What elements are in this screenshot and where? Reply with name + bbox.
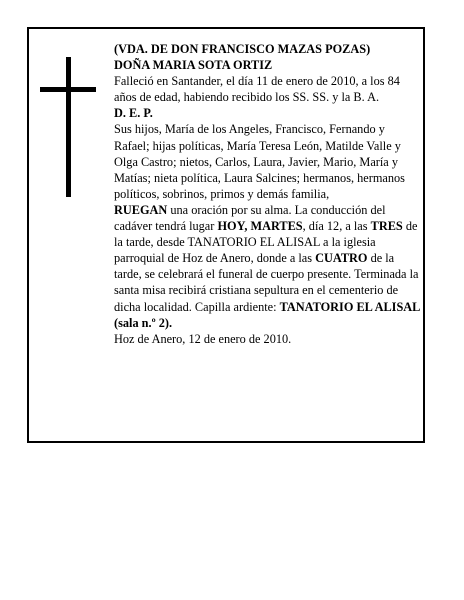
obituary-notice (27, 27, 425, 443)
dep-line: D. E. P. (114, 106, 153, 121)
funeral-text-4: de la tarde, se celebrará el funeral de cuerpo presente. Terminada la santa misa recibirá cristiana sepultura en el cementerio de dicha localidad. Capilla ardiente: (114, 251, 419, 314)
funeral-text-3: de la tarde, desde TANATORIO EL ALISAL a la iglesia parroquial de Hoz de Anero, donde a las (114, 219, 418, 266)
funeral-text-2: , día 12, a las (302, 219, 371, 234)
chapel-location: TANATORIO EL ALISAL (sala n.º 2). (114, 299, 420, 330)
cross-icon (40, 57, 96, 197)
conduction-hour: TRES (370, 219, 403, 234)
place-date: Hoz de Anero, 12 de enero de 2010. (114, 331, 292, 346)
widow-line: (VDA. DE DON FRANCISCO MAZAS POZAS) (114, 42, 371, 56)
funeral-text-1: una oración por su alma. La conducción del cadáver tendrá lugar (114, 202, 386, 234)
ruegan-word: RUEGAN (114, 202, 168, 217)
notice-text (114, 41, 420, 347)
deceased-name: DOÑA MARIA SOTA ORTIZ (114, 58, 273, 73)
funeral-details (114, 202, 420, 331)
funeral-hour: CUATRO (315, 251, 368, 266)
family-list: Sus hijos, María de los Angeles, Francisco, Fernando y Rafael; hijas políticas, María Teresa León, Matilde Valle y Olga Castro; nietos, Carlos, Laura, Javier, Mario, María y Matías; nieta política, Laura Salcines; hermanos, hermanos políticos, sobrinos, primos y demás familia, (114, 122, 405, 201)
funeral-day: HOY, MARTES (217, 219, 303, 234)
death-info: Falleció en Santander, el día 11 de enero de 2010, a los 84 años de edad, habiendo recibido los SS. SS. y la B. A. (114, 74, 400, 105)
